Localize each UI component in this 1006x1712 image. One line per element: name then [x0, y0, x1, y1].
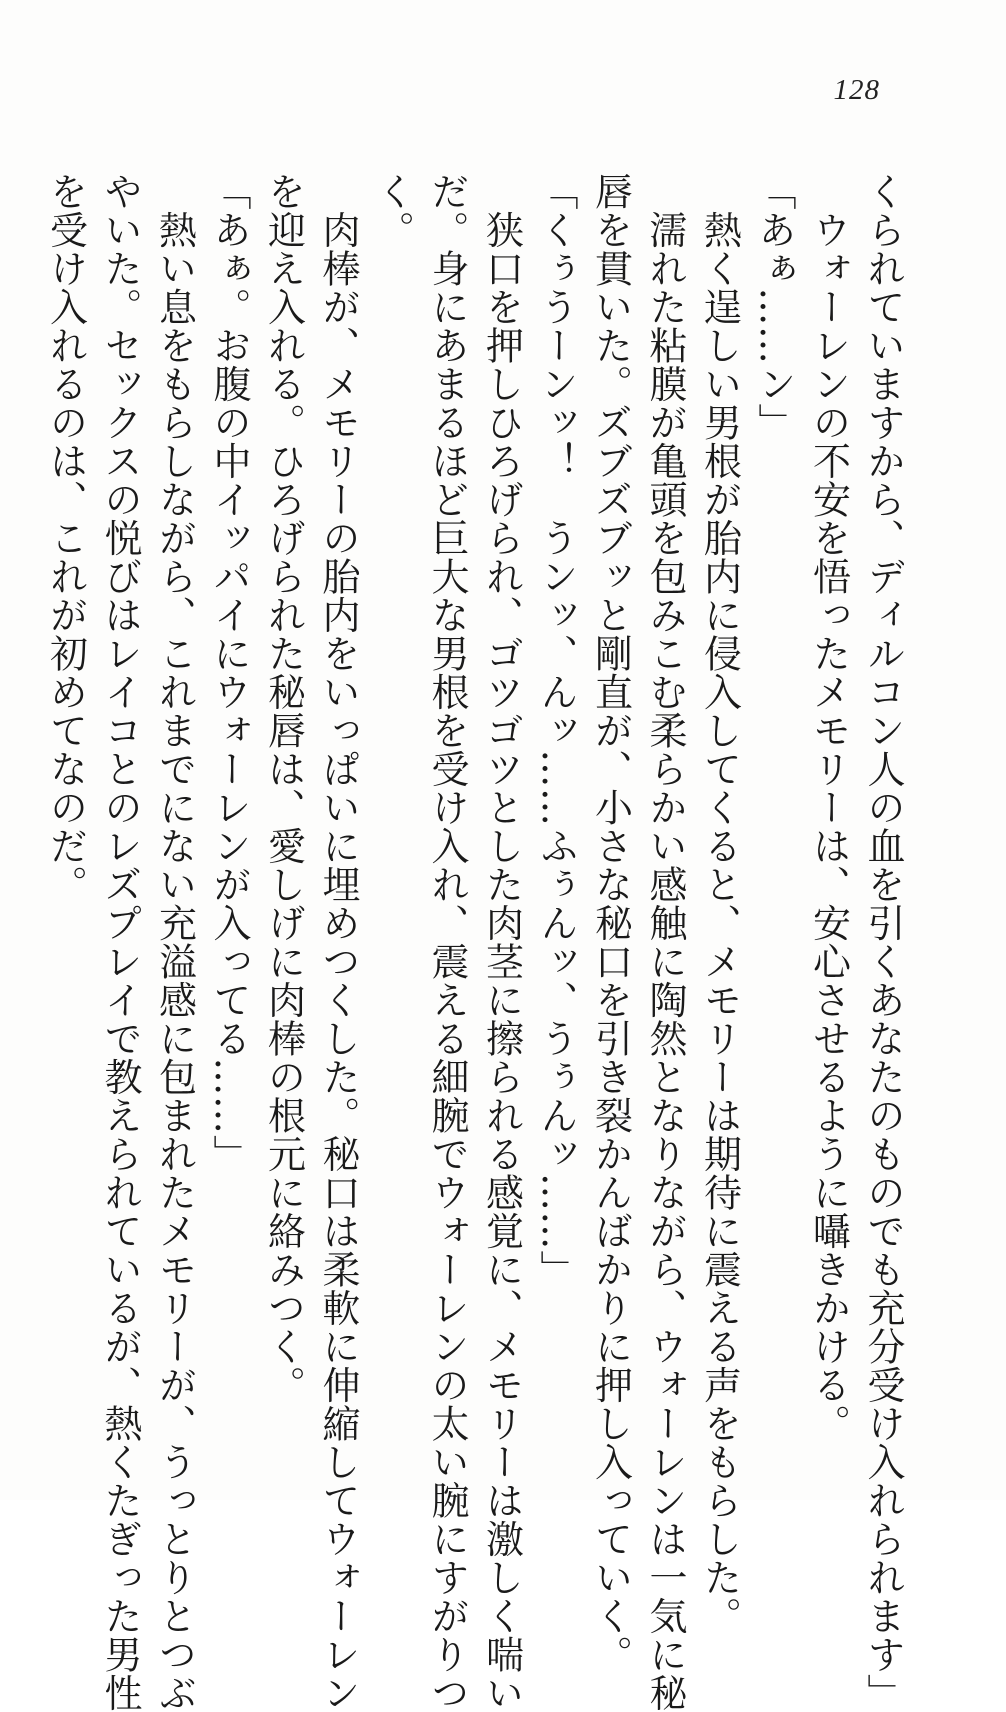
text-line-13: 「あぁ。お腹の中イッパイにウォーレンが入ってる……」 [207, 172, 251, 1173]
text-line-15: やいた。セックスの悦びはレイコとのレズプレイで教えられているが、熱くたぎった男性 [98, 172, 142, 1712]
text-line-2: ウォーレンの不安を悟ったメモリーは、安心させるように囁きかける。 [806, 172, 851, 1443]
text-line-8: 狭口を押しひろげられ、ゴツゴツとした肉茎に擦られる感覚に、メモリーは激しく喘い [479, 172, 524, 1712]
body-text [38, 172, 910, 1712]
text-line-6: 唇を貫いた。ズブズブッと剛直が、小さな秘口を引き裂かんばかりに押し入っていく。 [588, 172, 633, 1674]
text-line-3: 「あぁ……ン」 [752, 172, 796, 442]
text-line-9: だ。身にあまるほど巨大な男根を受け入れ、震える細腕でウォーレンの太い腕にすがりつ [425, 172, 469, 1712]
text-line-1: くられていますから、ディルコン人の血を引くあなたのものでも充分受け入れられます」 [861, 172, 905, 1712]
page-number: 128 [833, 74, 880, 106]
text-line-11: 肉棒が、メモリーの胎内をいっぱいに埋めつくした。秘口は柔軟に伸縮してウォーレン [316, 172, 360, 1712]
text-line-5: 濡れた粘膜が亀頭を包みこむ柔らかい感触に陶然となりながら、ウォーレンは一気に秘 [643, 172, 687, 1712]
text-line-12: を迎え入れる。ひろげられた秘唇は、愛しげに肉棒の根元に絡みつく。 [261, 172, 306, 1404]
text-line-4: 熱く逞しい男根が胎内に侵入してくると、メモリーは期待に震える声をもらした。 [697, 172, 742, 1635]
text-line-7: 「くぅうーンッ！ うンッ、んッ……ふぅんッ、うぅんッ……」 [534, 172, 578, 1289]
text-line-10: く。 [370, 172, 415, 249]
text-line-14: 熱い息をもらしながら、これまでにない充溢感に包まれたメモリーが、うっとりとつぶ [152, 172, 197, 1712]
text-line-16: を受け入れるのは、これが初めてなのだ。 [43, 172, 88, 904]
